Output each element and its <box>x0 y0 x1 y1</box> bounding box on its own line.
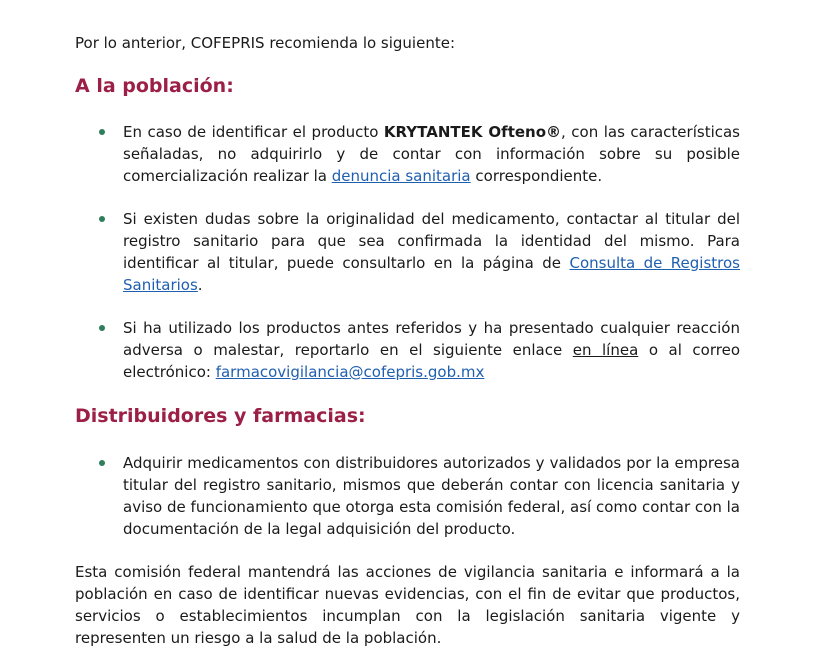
denuncia-sanitaria-link[interactable]: denuncia sanitaria <box>331 167 471 185</box>
heading-population: A la población: <box>75 75 234 97</box>
bullet-icon <box>99 129 105 135</box>
list-item <box>75 208 740 296</box>
list-item <box>75 121 740 187</box>
en-linea-link[interactable]: en línea <box>572 341 639 359</box>
product-name: KRYTANTEK Ofteno® <box>383 123 562 141</box>
list-item <box>75 452 740 540</box>
list-item <box>75 317 740 383</box>
bullet-icon <box>99 325 105 331</box>
bullet-text: Si existen dudas sobre la originalidad del medicamento, contactar al titular del registro sanitario para que sea confirmada la identidad del mismo. Para identificar al titular, puede consultarlo en la página de Consulta de Registros Sanitarios. <box>123 210 740 294</box>
bullet-icon <box>99 216 105 222</box>
bullet-icon <box>99 460 105 466</box>
email-link[interactable]: farmacovigilancia@cofepris.gob.mx <box>215 363 485 381</box>
closing-paragraph: Esta comisión federal mantendrá las acciones de vigilancia sanitaria e informará a la población en caso de identificar nuevas evidencias, con el fin de evitar que productos, servicios o establecimientos incumplan con la legislación sanitaria vigente y representen un riesgo a la salud de la población. <box>75 563 740 647</box>
bullet-text: En caso de identificar el producto KRYTANTEK Ofteno®, con las características señaladas, no adquirirlo y de contar con información sobre su posible comercialización realizar la denuncia sanitaria correspondiente. <box>123 123 740 185</box>
consulta-registros-link[interactable]: Consulta de Registros Sanitarios <box>123 254 740 294</box>
heading-distributors: Distribuidores y farmacias: <box>75 405 366 427</box>
bullet-text: Adquirir medicamentos con distribuidores autorizados y validados por la empresa titular del registro sanitario, mismos que deberán contar con licencia sanitaria y aviso de funcionamiento que otorga esta comisión federal, así como contar con la documentación de la legal adquisición del producto. <box>123 454 740 538</box>
intro-paragraph: Por lo anterior, COFEPRIS recomienda lo siguiente: <box>75 34 456 52</box>
bullet-text: Si ha utilizado los productos antes referidos y ha presentado cualquier reacción adversa o malestar, reportarlo en el siguiente enlace en línea o al correo electrónico: farmacovigilancia@cofepris.gob.mx <box>123 319 740 381</box>
